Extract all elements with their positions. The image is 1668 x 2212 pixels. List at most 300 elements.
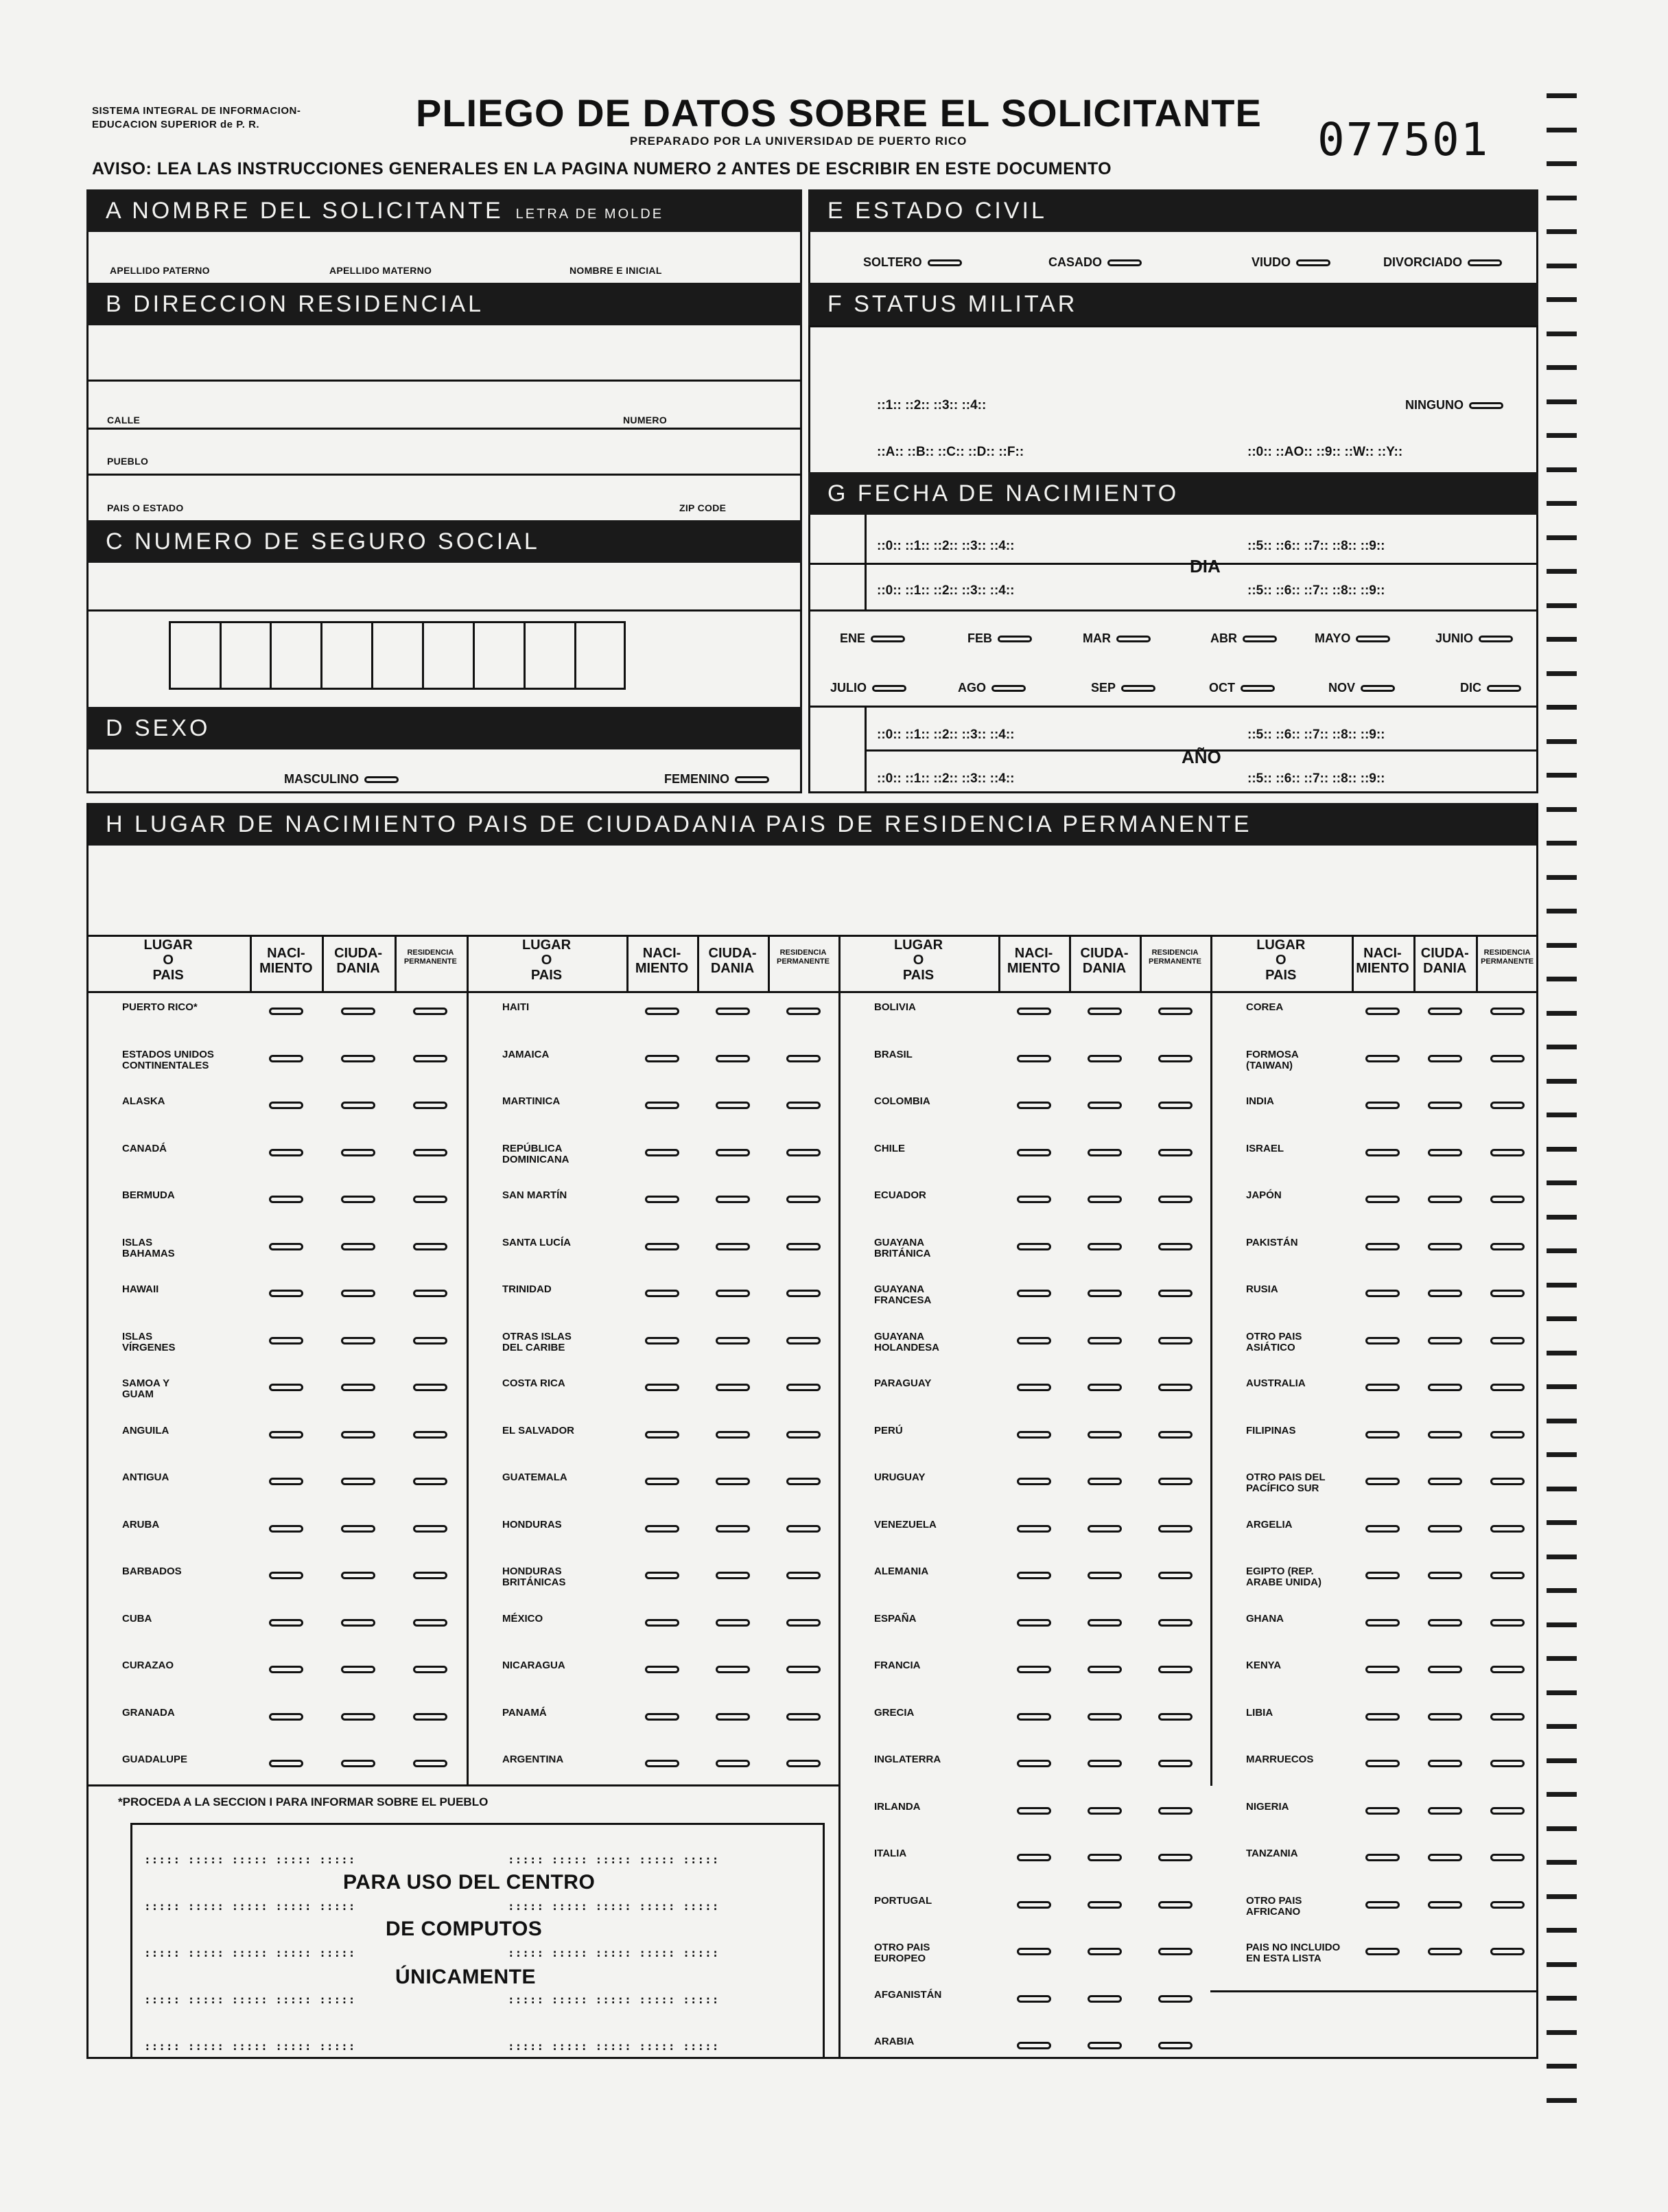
- country-bubble[interactable]: [341, 1431, 375, 1439]
- country-bubble[interactable]: [1088, 1854, 1122, 1861]
- country-bubble[interactable]: [1017, 1525, 1051, 1533]
- country-bubble[interactable]: [269, 1478, 303, 1485]
- month-mayo[interactable]: [1315, 631, 1390, 646]
- country-bubble[interactable]: [1088, 1807, 1122, 1815]
- country-bubble[interactable]: [1428, 1478, 1462, 1485]
- ano-digits-row-2-left[interactable]: ::0:: ::1:: ::2:: ::3:: ::4::: [877, 771, 1015, 786]
- country-bubble[interactable]: [1490, 1055, 1525, 1062]
- country-bubble[interactable]: [645, 1290, 679, 1297]
- month-nov[interactable]: [1328, 681, 1395, 695]
- country-bubble[interactable]: [1158, 1290, 1193, 1297]
- country-bubble[interactable]: [413, 1760, 447, 1767]
- country-bubble[interactable]: [1365, 1008, 1400, 1015]
- country-bubble[interactable]: [1490, 1948, 1525, 1955]
- country-bubble[interactable]: [413, 1055, 447, 1062]
- country-bubble[interactable]: [341, 1619, 375, 1627]
- country-bubble[interactable]: [1428, 1901, 1462, 1909]
- residencia-header: RESIDENCIA PERMANENTE: [1481, 948, 1534, 966]
- country-bubble[interactable]: [341, 1713, 375, 1721]
- country-bubble[interactable]: [413, 1243, 447, 1250]
- country-bubble[interactable]: [341, 1243, 375, 1250]
- country-bubble[interactable]: [1158, 1243, 1193, 1250]
- country-bubble[interactable]: [1017, 1901, 1051, 1909]
- country-bubble[interactable]: [786, 1384, 821, 1391]
- country-bubble[interactable]: [1365, 1102, 1400, 1109]
- ano-digits-row-1-left[interactable]: ::0:: ::1:: ::2:: ::3:: ::4::: [877, 727, 1015, 742]
- country-bubble[interactable]: [1490, 1337, 1525, 1344]
- country-bubble[interactable]: [1017, 1431, 1051, 1439]
- country-bubble[interactable]: [1158, 1055, 1193, 1062]
- month-bubble[interactable]: [1121, 685, 1155, 692]
- country-bubble[interactable]: [1017, 1384, 1051, 1391]
- dots-row-5b: ::::: ::::: ::::: ::::: :::::: [508, 2040, 720, 2053]
- country-bubble[interactable]: [341, 1384, 375, 1391]
- country-bubble[interactable]: [1017, 1149, 1051, 1156]
- country-bubble[interactable]: [1490, 1196, 1525, 1203]
- country-bubble[interactable]: [786, 1337, 821, 1344]
- military-codes-row[interactable]: ::0:: ::AO:: ::9:: ::W:: ::Y::: [1247, 445, 1403, 459]
- country-bubble[interactable]: [1088, 1243, 1122, 1250]
- country-bubble[interactable]: [1365, 1243, 1400, 1250]
- country-bubble[interactable]: [269, 1384, 303, 1391]
- street-input[interactable]: [89, 382, 800, 426]
- ciudadania-header: CIUDA- DANIA: [1080, 946, 1129, 976]
- month-bubble[interactable]: [872, 685, 906, 692]
- country-bubble[interactable]: [1158, 1525, 1193, 1533]
- country-bubble[interactable]: [341, 1290, 375, 1297]
- country-bubble[interactable]: [413, 1478, 447, 1485]
- country-bubble[interactable]: [1088, 1572, 1122, 1579]
- country-bubble[interactable]: [1365, 1901, 1400, 1909]
- country-bubble[interactable]: [1365, 1337, 1400, 1344]
- country-bubble[interactable]: [1017, 1948, 1051, 1955]
- country-bubble[interactable]: [1490, 1431, 1525, 1439]
- country-bubble[interactable]: [1490, 1008, 1525, 1015]
- country-bubble[interactable]: [269, 1243, 303, 1250]
- country-label: PUERTO RICO*: [122, 1001, 198, 1013]
- soltero-bubble[interactable]: [928, 259, 962, 266]
- military-letters-row[interactable]: ::A:: ::B:: ::C:: ::D:: ::F::: [877, 445, 1024, 459]
- country-bubble[interactable]: [645, 1149, 679, 1156]
- femenino-bubble[interactable]: [735, 776, 769, 783]
- country-bubble[interactable]: [1490, 1384, 1525, 1391]
- country-bubble[interactable]: [786, 1525, 821, 1533]
- country-bubble[interactable]: [1158, 1760, 1193, 1767]
- country-bubble[interactable]: [1017, 1807, 1051, 1815]
- country-bubble[interactable]: [1428, 1948, 1462, 1955]
- country-bubble[interactable]: [1088, 1995, 1122, 2003]
- country-bubble[interactable]: [645, 1431, 679, 1439]
- month-junio[interactable]: [1435, 631, 1513, 646]
- country-bubble[interactable]: [1088, 1948, 1122, 1955]
- country-bubble[interactable]: [1428, 1431, 1462, 1439]
- country-bubble[interactable]: [645, 1384, 679, 1391]
- country-bubble[interactable]: [1088, 1901, 1122, 1909]
- country-bubble[interactable]: [1428, 1525, 1462, 1533]
- country-bubble[interactable]: [1158, 1149, 1193, 1156]
- country-bubble[interactable]: [716, 1478, 750, 1485]
- month-dic[interactable]: [1460, 681, 1521, 695]
- country-bubble[interactable]: [716, 1008, 750, 1015]
- dia-digits-row-1-left[interactable]: ::0:: ::1:: ::2:: ::3:: ::4::: [877, 539, 1015, 553]
- country-bubble[interactable]: [269, 1055, 303, 1062]
- country-bubble[interactable]: [786, 1431, 821, 1439]
- country-bubble[interactable]: [1017, 1243, 1051, 1250]
- viudo-option[interactable]: [1252, 255, 1330, 270]
- country-bubble[interactable]: [1490, 1666, 1525, 1673]
- country-bubble[interactable]: [1017, 1666, 1051, 1673]
- country-bubble[interactable]: [716, 1713, 750, 1721]
- country-bubble[interactable]: [716, 1619, 750, 1627]
- country-bubble[interactable]: [1365, 1290, 1400, 1297]
- country-bubble[interactable]: [1088, 1196, 1122, 1203]
- town-input[interactable]: [89, 430, 800, 472]
- country-bubble[interactable]: [1158, 1807, 1193, 1815]
- country-bubble[interactable]: [1017, 1760, 1051, 1767]
- country-bubble[interactable]: [269, 1713, 303, 1721]
- country-bubble[interactable]: [1428, 1713, 1462, 1721]
- country-bubble[interactable]: [1158, 1008, 1193, 1015]
- month-bubble[interactable]: [1116, 636, 1151, 642]
- month-bubble[interactable]: [1241, 685, 1275, 692]
- country-bubble[interactable]: [1428, 1290, 1462, 1297]
- country-bubble[interactable]: [716, 1290, 750, 1297]
- country-bubble[interactable]: [413, 1572, 447, 1579]
- country-bubble[interactable]: [269, 1666, 303, 1673]
- country-bubble[interactable]: [269, 1572, 303, 1579]
- country-bubble[interactable]: [1490, 1478, 1525, 1485]
- country-bubble[interactable]: [341, 1572, 375, 1579]
- country-bubble[interactable]: [786, 1008, 821, 1015]
- country-bubble[interactable]: [1017, 1713, 1051, 1721]
- month-julio[interactable]: [830, 681, 906, 695]
- country-bubble[interactable]: [786, 1760, 821, 1767]
- country-bubble[interactable]: [269, 1337, 303, 1344]
- country-bubble[interactable]: [716, 1760, 750, 1767]
- country-bubble[interactable]: [645, 1666, 679, 1673]
- country-bubble[interactable]: [1158, 1666, 1193, 1673]
- country-bubble[interactable]: [716, 1243, 750, 1250]
- country-bubble[interactable]: [1088, 1055, 1122, 1062]
- country-bubble[interactable]: [1428, 1619, 1462, 1627]
- country-bubble[interactable]: [341, 1337, 375, 1344]
- country-bubble[interactable]: [716, 1055, 750, 1062]
- country-bubble[interactable]: [1365, 1854, 1400, 1861]
- country-bubble[interactable]: [1158, 1478, 1193, 1485]
- country-bubble[interactable]: [413, 1337, 447, 1344]
- country-bubble[interactable]: [269, 1431, 303, 1439]
- address-line-1-input[interactable]: [89, 329, 800, 379]
- country-bubble[interactable]: [645, 1337, 679, 1344]
- country-bubble[interactable]: [1365, 1478, 1400, 1485]
- country-bubble[interactable]: [716, 1196, 750, 1203]
- timing-tick: [1547, 705, 1577, 710]
- country-bubble[interactable]: [1088, 1666, 1122, 1673]
- country-bubble[interactable]: [1017, 1102, 1051, 1109]
- country-bubble[interactable]: [1158, 1384, 1193, 1391]
- country-bubble[interactable]: [645, 1572, 679, 1579]
- country-bubble[interactable]: [413, 1619, 447, 1627]
- country-bubble[interactable]: [1428, 1760, 1462, 1767]
- country-bubble[interactable]: [1365, 1525, 1400, 1533]
- country-bubble[interactable]: [786, 1713, 821, 1721]
- country-bubble[interactable]: [1490, 1149, 1525, 1156]
- country-bubble[interactable]: [413, 1525, 447, 1533]
- month-bubble[interactable]: [1487, 685, 1521, 692]
- country-bubble[interactable]: [1365, 1572, 1400, 1579]
- country-bubble[interactable]: [341, 1055, 375, 1062]
- country-bubble[interactable]: [1017, 1196, 1051, 1203]
- month-oct[interactable]: [1209, 681, 1275, 695]
- country-bubble[interactable]: [1088, 1619, 1122, 1627]
- country-bubble[interactable]: [413, 1196, 447, 1203]
- country-bubble[interactable]: [1017, 1572, 1051, 1579]
- country-bubble[interactable]: [1017, 1055, 1051, 1062]
- country-bubble[interactable]: [786, 1055, 821, 1062]
- country-bubble[interactable]: [413, 1666, 447, 1673]
- country-bubble[interactable]: [1490, 1854, 1525, 1861]
- country-bubble[interactable]: [1088, 1431, 1122, 1439]
- country-bubble[interactable]: [1088, 1102, 1122, 1109]
- country-bubble[interactable]: [1490, 1243, 1525, 1250]
- country-bubble[interactable]: [1365, 1713, 1400, 1721]
- country-bubble[interactable]: [716, 1384, 750, 1391]
- country-bubble[interactable]: [1158, 1713, 1193, 1721]
- country-bubble[interactable]: [1158, 1102, 1193, 1109]
- country-bubble[interactable]: [341, 1196, 375, 1203]
- country-label: VENEZUELA: [874, 1518, 937, 1530]
- country-bubble[interactable]: [1017, 1290, 1051, 1297]
- dia-digits-row-2-right[interactable]: ::5:: ::6:: ::7:: ::8:: ::9::: [1247, 583, 1385, 598]
- country-bubble[interactable]: [1088, 1713, 1122, 1721]
- country-bubble[interactable]: [413, 1149, 447, 1156]
- country-bubble[interactable]: [786, 1290, 821, 1297]
- timing-tick: [1547, 1419, 1577, 1423]
- month-ene[interactable]: [840, 631, 905, 646]
- country-bubble[interactable]: [645, 1478, 679, 1485]
- country-bubble[interactable]: [1365, 1807, 1400, 1815]
- country-bubble[interactable]: [1365, 1760, 1400, 1767]
- country-bubble[interactable]: [645, 1196, 679, 1203]
- country-bubble[interactable]: [341, 1525, 375, 1533]
- country-bubble[interactable]: [1428, 1854, 1462, 1861]
- country-bubble[interactable]: [1428, 1055, 1462, 1062]
- country-label: HONDURAS BRITÁNICAS: [502, 1565, 566, 1588]
- ano-digits-row-1-right[interactable]: ::5:: ::6:: ::7:: ::8:: ::9::: [1247, 727, 1385, 742]
- country-bubble[interactable]: [341, 1760, 375, 1767]
- country-bubble[interactable]: [413, 1713, 447, 1721]
- country-bubble[interactable]: [786, 1619, 821, 1627]
- country-bubble[interactable]: [1428, 1149, 1462, 1156]
- country-bubble[interactable]: [716, 1431, 750, 1439]
- country-bubble[interactable]: [1158, 2042, 1193, 2049]
- country-label: ALASKA: [122, 1095, 165, 1107]
- month-bubble[interactable]: [1356, 636, 1390, 642]
- country-bubble[interactable]: [645, 1713, 679, 1721]
- country-bubble[interactable]: [645, 1243, 679, 1250]
- country-bubble[interactable]: [1088, 1525, 1122, 1533]
- country-bubble[interactable]: [1088, 1760, 1122, 1767]
- country-bubble[interactable]: [413, 1102, 447, 1109]
- country-bubble[interactable]: [1088, 1290, 1122, 1297]
- country-bubble[interactable]: [645, 1008, 679, 1015]
- divorciado-bubble[interactable]: [1468, 259, 1502, 266]
- casado-option[interactable]: [1048, 255, 1142, 270]
- soltero-option[interactable]: [863, 255, 962, 270]
- country-bubble[interactable]: [1365, 1948, 1400, 1955]
- country-bubble[interactable]: [269, 1196, 303, 1203]
- country-bubble[interactable]: [1158, 1948, 1193, 1955]
- country-bubble[interactable]: [269, 1149, 303, 1156]
- month-feb[interactable]: [967, 631, 1032, 646]
- country-bubble[interactable]: [786, 1572, 821, 1579]
- country-bubble[interactable]: [786, 1149, 821, 1156]
- country-bubble[interactable]: [341, 1008, 375, 1015]
- country-bubble[interactable]: [269, 1008, 303, 1015]
- country-bubble[interactable]: [1490, 1290, 1525, 1297]
- country-bubble[interactable]: [1365, 1149, 1400, 1156]
- month-mar[interactable]: [1083, 631, 1151, 646]
- country-bubble[interactable]: [645, 1619, 679, 1627]
- country-bubble[interactable]: [716, 1337, 750, 1344]
- country-bubble[interactable]: [1158, 1901, 1193, 1909]
- country-bubble[interactable]: [1158, 1572, 1193, 1579]
- femenino-option[interactable]: [664, 772, 769, 787]
- country-bubble[interactable]: [413, 1431, 447, 1439]
- country-bubble[interactable]: [413, 1008, 447, 1015]
- country-bubble[interactable]: [1017, 1478, 1051, 1485]
- country-bubble[interactable]: [716, 1572, 750, 1579]
- country-bubble[interactable]: [786, 1102, 821, 1109]
- country-bubble[interactable]: [1490, 1572, 1525, 1579]
- dia-digits-row-2-left[interactable]: ::0:: ::1:: ::2:: ::3:: ::4::: [877, 583, 1015, 598]
- country-bubble[interactable]: [1158, 1619, 1193, 1627]
- country-bubble[interactable]: [1017, 1854, 1051, 1861]
- casado-bubble[interactable]: [1107, 259, 1142, 266]
- country-bubble[interactable]: [1365, 1196, 1400, 1203]
- country-bubble[interactable]: [1428, 1008, 1462, 1015]
- country-bubble[interactable]: [786, 1243, 821, 1250]
- month-bubble[interactable]: [1479, 636, 1513, 642]
- country-bubble[interactable]: [716, 1666, 750, 1673]
- country-bubble[interactable]: [1428, 1572, 1462, 1579]
- dia-digits-row-1-right[interactable]: ::5:: ::6:: ::7:: ::8:: ::9::: [1247, 539, 1385, 553]
- country-bubble[interactable]: [1490, 1102, 1525, 1109]
- country-bubble[interactable]: [1365, 1431, 1400, 1439]
- country-bubble[interactable]: [645, 1525, 679, 1533]
- country-bubble[interactable]: [716, 1149, 750, 1156]
- country-bubble[interactable]: [645, 1760, 679, 1767]
- month-sep[interactable]: [1091, 681, 1155, 695]
- country-bubble[interactable]: [341, 1666, 375, 1673]
- country-bubble[interactable]: [413, 1290, 447, 1297]
- country-label: AUSTRALIA: [1246, 1377, 1306, 1389]
- country-bubble[interactable]: [786, 1666, 821, 1673]
- country-bubble[interactable]: [341, 1149, 375, 1156]
- military-digits-row[interactable]: ::1:: ::2:: ::3:: ::4::: [877, 398, 987, 412]
- country-bubble[interactable]: [1365, 1619, 1400, 1627]
- divorciado-option[interactable]: [1383, 255, 1502, 270]
- country-bubble[interactable]: [413, 1384, 447, 1391]
- country-bubble[interactable]: [1088, 1478, 1122, 1485]
- country-bubble[interactable]: [716, 1525, 750, 1533]
- country-label: INDIA: [1246, 1095, 1274, 1107]
- ninguno-option[interactable]: [1405, 398, 1503, 412]
- country-bubble[interactable]: [269, 1760, 303, 1767]
- country-bubble[interactable]: [1158, 1337, 1193, 1344]
- month-ago[interactable]: [958, 681, 1026, 695]
- month-bubble[interactable]: [1361, 685, 1395, 692]
- country-bubble[interactable]: [1428, 1243, 1462, 1250]
- country-bubble[interactable]: [1017, 1619, 1051, 1627]
- ano-digits-row-2-right[interactable]: ::5:: ::6:: ::7:: ::8:: ::9::: [1247, 771, 1385, 786]
- timing-tick: [1547, 1555, 1577, 1559]
- country-bubble[interactable]: [1428, 1666, 1462, 1673]
- country-bubble[interactable]: [1428, 1102, 1462, 1109]
- country-bubble[interactable]: [786, 1196, 821, 1203]
- country-bubble[interactable]: [645, 1055, 679, 1062]
- country-bubble[interactable]: [716, 1102, 750, 1109]
- country-bubble[interactable]: [1088, 1008, 1122, 1015]
- month-bubble[interactable]: [871, 636, 905, 642]
- country-bubble[interactable]: [1490, 1713, 1525, 1721]
- country-bubble[interactable]: [1017, 1337, 1051, 1344]
- month-bubble[interactable]: [991, 685, 1026, 692]
- country-bubble[interactable]: [269, 1290, 303, 1297]
- country-bubble[interactable]: [269, 1525, 303, 1533]
- country-bubble[interactable]: [1158, 1995, 1193, 2003]
- ninguno-bubble[interactable]: [1469, 402, 1503, 409]
- country-bubble[interactable]: [1088, 2042, 1122, 2049]
- country-bubble[interactable]: [1490, 1525, 1525, 1533]
- country-bubble[interactable]: [645, 1102, 679, 1109]
- country-bubble[interactable]: [1428, 1384, 1462, 1391]
- country-bubble[interactable]: [269, 1619, 303, 1627]
- country-bubble[interactable]: [1088, 1384, 1122, 1391]
- country-bubble[interactable]: [1490, 1807, 1525, 1815]
- country-bubble[interactable]: [1088, 1149, 1122, 1156]
- country-bubble[interactable]: [1158, 1854, 1193, 1861]
- country-bubble[interactable]: [1017, 2042, 1051, 2049]
- country-bubble[interactable]: [1365, 1666, 1400, 1673]
- country-bubble[interactable]: [1158, 1196, 1193, 1203]
- ssn-boxes[interactable]: [169, 621, 626, 690]
- masculino-bubble[interactable]: [364, 776, 399, 783]
- country-bubble[interactable]: [1490, 1760, 1525, 1767]
- country-bubble[interactable]: [1428, 1807, 1462, 1815]
- country-bubble[interactable]: [1017, 1008, 1051, 1015]
- country-bubble[interactable]: [1088, 1337, 1122, 1344]
- country-bubble[interactable]: [1490, 1619, 1525, 1627]
- country-bubble[interactable]: [269, 1102, 303, 1109]
- country-bubble[interactable]: [1428, 1337, 1462, 1344]
- masculino-option[interactable]: [284, 772, 399, 787]
- country-bubble[interactable]: [1428, 1196, 1462, 1203]
- country-bubble[interactable]: [341, 1102, 375, 1109]
- country-bubble[interactable]: [1365, 1055, 1400, 1062]
- country-bubble[interactable]: [786, 1478, 821, 1485]
- country-bubble[interactable]: [1158, 1431, 1193, 1439]
- country-bubble[interactable]: [1490, 1901, 1525, 1909]
- ninguno-label: NINGUNO: [1405, 398, 1464, 412]
- country-bubble[interactable]: [1365, 1384, 1400, 1391]
- country-bubble[interactable]: [1017, 1995, 1051, 2003]
- country-bubble[interactable]: [341, 1478, 375, 1485]
- viudo-bubble[interactable]: [1296, 259, 1330, 266]
- month-bubble[interactable]: [1243, 636, 1277, 642]
- month-bubble[interactable]: [998, 636, 1032, 642]
- month-abr[interactable]: [1210, 631, 1277, 646]
